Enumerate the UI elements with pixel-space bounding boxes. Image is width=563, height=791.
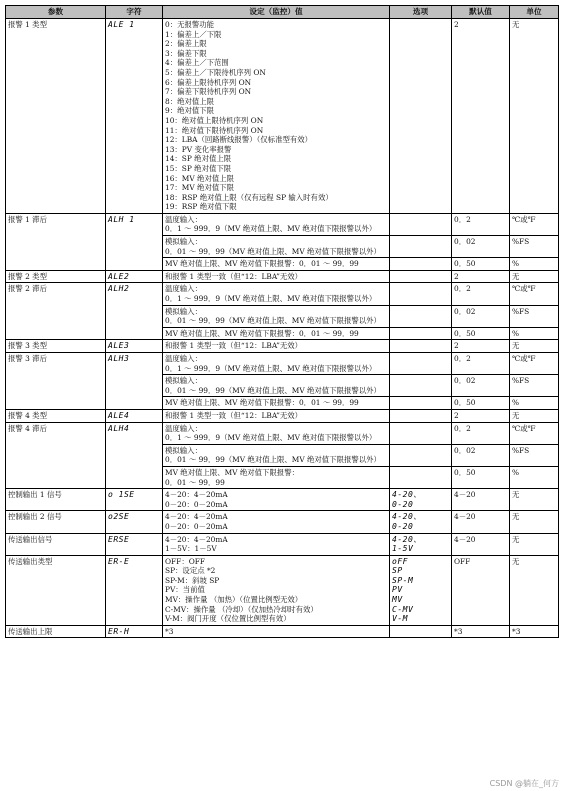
setting-option: PV：当前值 <box>165 585 205 595</box>
options-cell <box>390 444 452 466</box>
unit-value: %FS <box>510 375 559 397</box>
unit-value: 无 <box>510 409 559 422</box>
option-code: oFF <box>392 556 408 566</box>
char-code: ALE3 <box>106 340 163 353</box>
header-unit: 单位 <box>510 6 559 19</box>
setting-analog-input <box>163 444 390 466</box>
option-code: 4-20、 <box>392 534 422 544</box>
setting-option: 1：偏差上／下限 <box>165 29 222 39</box>
char-code: o 1SE <box>106 489 163 511</box>
setting-option: 4－20：4－20mA <box>165 490 228 500</box>
char-code: ER-E <box>106 555 163 625</box>
setting-mv-range: MV 绝对值上限、MV 绝对值下限报警：0．01 ～ 99．99 <box>163 327 390 340</box>
setting-label: 温度输入： <box>165 423 202 433</box>
setting-range: 0．01 ～ 99．99（MV 绝对值上限、MV 绝对值下限报警以外） <box>165 455 381 465</box>
setting-range: 0．1 ～ 999．9（MV 绝对值上限、MV 绝对值下限报警以外） <box>165 224 377 234</box>
setting-option: SP：设定点 *2 <box>165 566 216 576</box>
options-cell <box>390 283 452 305</box>
table-row-alarm2-type <box>6 270 559 283</box>
param-name: 报警 4 滞后 <box>6 422 106 489</box>
unit-value: 无 <box>510 511 559 533</box>
setting-list <box>163 555 390 625</box>
setting-option: 12：LBA（回路断线报警）（仅标准型有效） <box>165 135 313 145</box>
setting-label: 模拟输入： <box>165 376 202 386</box>
option-code: MV <box>392 595 403 605</box>
table-row-alarm2-hyst-temp <box>6 283 559 305</box>
watermark: CSDN @躺在_何方 <box>489 779 559 788</box>
options-cell <box>390 258 452 271</box>
option-code: 0-20 <box>392 499 414 509</box>
char-code: ALH4 <box>106 422 163 489</box>
param-name: 报警 3 滞后 <box>6 353 106 410</box>
param-name: 传送输出类型 <box>6 555 106 625</box>
option-code: 4-20、 <box>392 490 422 500</box>
unit-value: ℃或℉ <box>510 213 559 235</box>
char-code: ALE4 <box>106 409 163 422</box>
setting-option: 5：偏差上／下限待机序列 ON <box>165 67 266 77</box>
default-value: 2 <box>452 19 510 214</box>
options-cell <box>390 409 452 422</box>
header-default: 默认值 <box>452 6 510 19</box>
unit-value: ℃或℉ <box>510 353 559 375</box>
setting-same: 和报警 1 类型一致（但“12：LBA”无效） <box>163 270 390 283</box>
default-value: 2 <box>452 409 510 422</box>
unit-value: *3 <box>510 625 559 638</box>
default-value: 4－20 <box>452 511 510 533</box>
default-value: 2 <box>452 270 510 283</box>
setting-option: 4：偏差上／下范围 <box>165 58 229 68</box>
setting-option: 14：SP 绝对值上限 <box>165 154 232 164</box>
setting-temp-input <box>163 283 390 305</box>
setting-list <box>163 19 390 214</box>
setting-option: 6：偏差上限待机序列 ON <box>165 77 252 87</box>
setting-option: 13：PV 变化率报警 <box>165 144 232 154</box>
setting-list <box>163 489 390 511</box>
options-cell <box>390 19 452 214</box>
option-code: PV <box>392 585 403 595</box>
unit-value: %FS <box>510 305 559 327</box>
option-code: V-M <box>392 614 408 624</box>
setting-temp-input <box>163 422 390 444</box>
unit-value: 无 <box>510 533 559 555</box>
setting-analog-input <box>163 375 390 397</box>
table-header-row <box>6 6 559 19</box>
header-options: 选项 <box>390 6 452 19</box>
param-name: 控制输出 1 信号 <box>6 489 106 511</box>
setting-range: 0．01 ～ 99．99（MV 绝对值上限、MV 绝对值下限报警以外） <box>165 246 381 256</box>
char-code: ALE 1 <box>106 19 163 214</box>
parameter-table <box>5 5 559 638</box>
setting-option: 15：SP 绝对值下限 <box>165 163 232 173</box>
unit-value: 无 <box>510 19 559 214</box>
param-name: 控制输出 2 信号 <box>6 511 106 533</box>
setting-range: 0．01 ～ 99．99 <box>165 477 225 487</box>
unit-value: % <box>510 397 559 410</box>
unit-value: 无 <box>510 340 559 353</box>
unit-value: 无 <box>510 555 559 625</box>
param-name: 报警 3 类型 <box>6 340 106 353</box>
option-code: C-MV <box>392 604 414 614</box>
setting-option: 3：偏差下限 <box>165 48 207 58</box>
options-cell <box>390 397 452 410</box>
options-cell <box>390 340 452 353</box>
default-value: 4－20 <box>452 489 510 511</box>
table-row-trans-type <box>6 555 559 625</box>
setting-option: SP-M：斜坡 SP <box>165 575 220 585</box>
setting-option: 2：偏差上限 <box>165 39 207 49</box>
setting-option: MV：操作量 （加热）（位置比例型无效） <box>165 595 303 605</box>
default-value: 2 <box>452 340 510 353</box>
header-character: 字符 <box>106 6 163 19</box>
default-value: 0．02 <box>452 305 510 327</box>
setting-option: 17：MV 绝对值下限 <box>165 183 235 193</box>
setting-label: 温度输入： <box>165 284 202 294</box>
options-cell <box>390 511 452 533</box>
param-name: 报警 2 类型 <box>6 270 106 283</box>
setting-label: 模拟输入： <box>165 306 202 316</box>
setting-temp-input <box>163 353 390 375</box>
setting-option: 16：MV 绝对值上限 <box>165 173 235 183</box>
default-value: 0．50 <box>452 327 510 340</box>
setting-option: 0－20：0－20mA <box>165 521 228 531</box>
setting-option: 4－20：4－20mA <box>165 512 228 522</box>
setting-analog-input <box>163 305 390 327</box>
table-row-trans-upper <box>6 625 559 638</box>
spec-page <box>5 5 558 638</box>
setting-range: 0．01 ～ 99．99（MV 绝对值上限、MV 绝对值下限报警以外） <box>165 316 381 326</box>
options-cell <box>390 327 452 340</box>
setting-mv-range: MV 绝对值上限、MV 绝对值下限报警：0．01 ～ 99．99 <box>163 258 390 271</box>
setting-label: MV 绝对值上限、MV 绝对值下限报警： <box>165 467 299 477</box>
setting-mv-range <box>163 466 390 488</box>
options-cell <box>390 305 452 327</box>
default-value: 0．2 <box>452 283 510 305</box>
options-cell <box>390 466 452 488</box>
default-value: 0．50 <box>452 397 510 410</box>
setting-label: 模拟输入： <box>165 237 202 247</box>
default-value: 0．02 <box>452 444 510 466</box>
setting-option: 7：偏差下限待机序列 ON <box>165 87 252 97</box>
default-value: 0．50 <box>452 258 510 271</box>
char-code: o2SE <box>106 511 163 533</box>
options-cell <box>390 353 452 375</box>
param-name: 报警 4 类型 <box>6 409 106 422</box>
unit-value: ℃或℉ <box>510 422 559 444</box>
option-code: 1-5V <box>392 544 414 554</box>
options-cell <box>390 533 452 555</box>
setting-option: 19：RSP 绝对值下限 <box>165 202 237 212</box>
options-cell <box>390 270 452 283</box>
param-name: 报警 2 滞后 <box>6 283 106 340</box>
default-value: 0．2 <box>452 353 510 375</box>
setting-option: 9：绝对值下限 <box>165 106 215 116</box>
param-name: 报警 1 滞后 <box>6 213 106 270</box>
default-value: 0．2 <box>452 213 510 235</box>
setting-option: 4－20：4－20mA <box>165 534 228 544</box>
options-cell <box>390 625 452 638</box>
option-code: 4-20、 <box>392 512 422 522</box>
options-cell <box>390 489 452 511</box>
setting-option: 18：RSP 绝对值上限（仅有远程 SP 输入时有效） <box>165 192 333 202</box>
unit-value: 无 <box>510 489 559 511</box>
setting-same: 和报警 1 类型一致（但“12：LBA”无效） <box>163 340 390 353</box>
setting-mv-range: MV 绝对值上限、MV 绝对值下限报警：0．01 ～ 99．99 <box>163 397 390 410</box>
header-parameter: 参数 <box>6 6 106 19</box>
default-value: 0．02 <box>452 236 510 258</box>
unit-value: %FS <box>510 444 559 466</box>
setting-same: 和报警 1 类型一致（但“12：LBA”无效） <box>163 409 390 422</box>
setting-range: 0．1 ～ 999．9（MV 绝对值上限、MV 绝对值下限报警以外） <box>165 363 377 373</box>
default-value: 0．02 <box>452 375 510 397</box>
unit-value: ℃或℉ <box>510 283 559 305</box>
options-cell <box>390 213 452 235</box>
setting-list <box>163 511 390 533</box>
header-setting-value: 设定（监控）值 <box>163 6 390 19</box>
char-code: ALH 1 <box>106 213 163 270</box>
table-row-alarm3-hyst-temp <box>6 353 559 375</box>
table-row-ctrl-out2 <box>6 511 559 533</box>
default-value: *3 <box>452 625 510 638</box>
setting-range: 0．1 ～ 999．9（MV 绝对值上限、MV 绝对值下限报警以外） <box>165 294 377 304</box>
unit-value: 无 <box>510 270 559 283</box>
setting-range: 0．01 ～ 99．99（MV 绝对值上限、MV 绝对值下限报警以外） <box>165 385 381 395</box>
setting-option: 11：绝对值下限待机序列 ON <box>165 125 264 135</box>
default-value: 4－20 <box>452 533 510 555</box>
setting-option: 10：绝对值上限待机序列 ON <box>165 115 264 125</box>
unit-value: % <box>510 466 559 488</box>
char-code: ALH3 <box>106 353 163 410</box>
setting-option: OFF：OFF <box>165 556 206 566</box>
setting-range: 0．1 ～ 999．9（MV 绝对值上限、MV 绝对值下限报警以外） <box>165 433 377 443</box>
table-row-alarm1-hyst-temp <box>6 213 559 235</box>
options-cell <box>390 422 452 444</box>
unit-value: % <box>510 327 559 340</box>
unit-value: %FS <box>510 236 559 258</box>
setting-label: 模拟输入： <box>165 445 202 455</box>
setting-option: 0－20：0－20mA <box>165 499 228 509</box>
option-code: SP-M <box>392 575 414 585</box>
setting-option: 0：无报警功能 <box>165 20 215 29</box>
table-row-alarm1-type <box>6 19 559 214</box>
default-value: 0．2 <box>452 422 510 444</box>
char-code: ALE2 <box>106 270 163 283</box>
option-code: SP <box>392 566 403 576</box>
setting-option: C-MV：操作量 （冷却）（仅加热冷却时有效） <box>165 604 318 614</box>
char-code: ER-H <box>106 625 163 638</box>
table-row-alarm3-type <box>6 340 559 353</box>
option-code: 0-20 <box>392 521 414 531</box>
setting-analog-input <box>163 236 390 258</box>
setting-value: *3 <box>163 625 390 638</box>
setting-label: 温度输入： <box>165 354 202 363</box>
setting-option: 1－5V：1－5V <box>165 544 217 554</box>
setting-temp-input <box>163 213 390 235</box>
setting-option: V-M：阀门开度（仅位置比例型有效） <box>165 614 291 624</box>
options-cell <box>390 236 452 258</box>
table-row-alarm4-hyst-temp <box>6 422 559 444</box>
param-name: 传送输出上限 <box>6 625 106 638</box>
default-value: OFF <box>452 555 510 625</box>
options-cell <box>390 375 452 397</box>
char-code: ALH2 <box>106 283 163 340</box>
table-row-alarm4-type <box>6 409 559 422</box>
table-row-ctrl-out1 <box>6 489 559 511</box>
char-code: ERSE <box>106 533 163 555</box>
table-row-trans-signal <box>6 533 559 555</box>
options-cell <box>390 555 452 625</box>
setting-label: 温度输入： <box>165 214 202 224</box>
param-name: 传送输出信号 <box>6 533 106 555</box>
setting-option: 8：绝对值上限 <box>165 96 215 106</box>
setting-list <box>163 533 390 555</box>
param-name: 报警 1 类型 <box>6 19 106 214</box>
default-value: 0．50 <box>452 466 510 488</box>
unit-value: % <box>510 258 559 271</box>
